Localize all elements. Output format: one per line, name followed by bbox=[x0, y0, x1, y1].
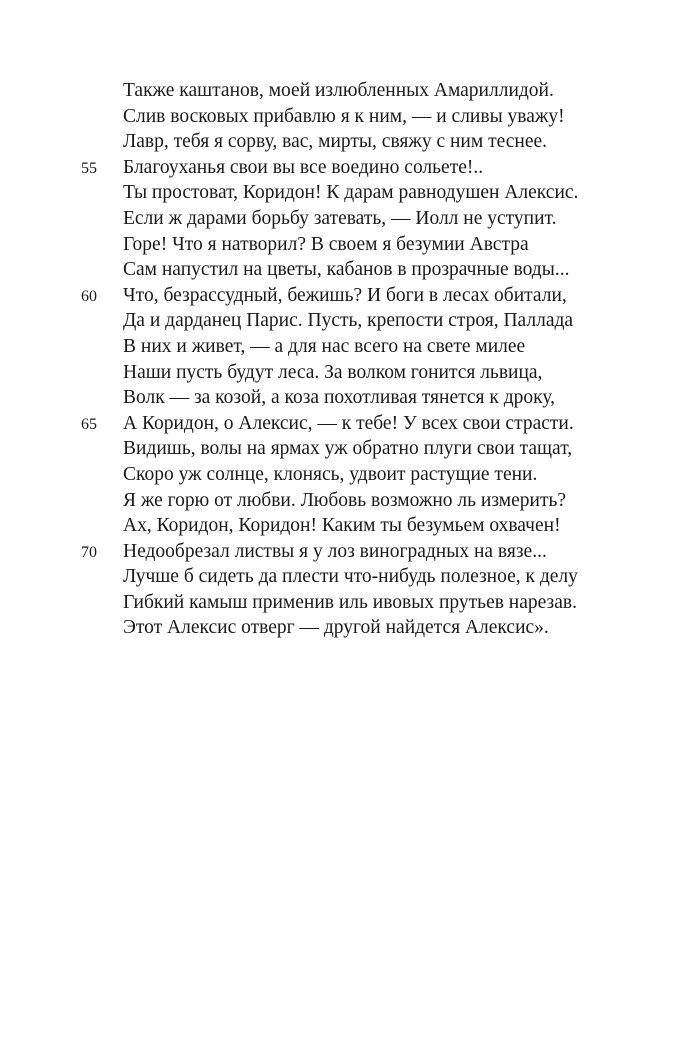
verse-text: Благоуханья свои вы все воедино сольете!.. bbox=[123, 156, 484, 178]
verse-text: Сам напустил на цветы, кабанов в прозрачные воды... bbox=[123, 259, 570, 281]
verse-text: Наши пусть будут леса. За волком гонится львица, bbox=[123, 361, 543, 383]
verse-text: А Коридон, о Алексис, — к тебе! У всех свои страсти. bbox=[123, 412, 574, 434]
poem-line bbox=[0, 462, 679, 488]
verse-text: В них и живет, — а для нас всего на свете милее bbox=[123, 335, 526, 357]
verse-text: Да и дарданец Парис. Пусть, крепости строя, Паллада bbox=[123, 310, 574, 332]
verse-text: Скоро уж солнце, клонясь, удвоит растущие тени. bbox=[123, 463, 538, 485]
poem-line bbox=[0, 104, 679, 130]
verse-text: Ах, Коридон, Коридон! Каким ты безумьем охвачен! bbox=[123, 515, 561, 537]
verse-text: Недообрезал листвы я у лоз виноградных на вязе... bbox=[123, 540, 547, 562]
poem-line bbox=[0, 283, 679, 309]
verse-text: Ты простоват, Коридон! К дарам равнодушен Алексис. bbox=[123, 182, 579, 204]
verse-text: Видишь, волы на ярмах уж обратно плуги свои тащат, bbox=[123, 438, 573, 460]
verse-text: Если ж дарами борьбу затевать, — Иолл не уступит. bbox=[123, 207, 557, 229]
poem-line bbox=[0, 615, 679, 641]
poem-line bbox=[0, 180, 679, 206]
poem-line bbox=[0, 488, 679, 514]
verse-text: Лавр, тебя я сорву, вас, мирты, свяжу с ним теснее. bbox=[123, 131, 548, 153]
line-number: 55 bbox=[81, 159, 97, 177]
poem-line bbox=[0, 411, 679, 437]
verse-text: Горе! Что я натворил? В своем я безумии Австра bbox=[123, 233, 529, 255]
poem-line bbox=[0, 78, 679, 104]
verse-text: Гибкий камыш применив иль ивовых прутьев нарезав. bbox=[123, 591, 577, 613]
verse-text: Лучше б сидеть да плести что-нибудь полезное, к делу bbox=[123, 566, 578, 588]
poem-line bbox=[0, 129, 679, 155]
poem-line bbox=[0, 385, 679, 411]
line-number: 65 bbox=[81, 415, 97, 433]
verse-text: Слив восковых прибавлю я к ним, — и сливы уважу! bbox=[123, 105, 565, 127]
poem-line bbox=[0, 513, 679, 539]
verse-text: Я же горю от любви. Любовь возможно ль измерить? bbox=[123, 489, 567, 511]
poem-line bbox=[0, 334, 679, 360]
poem-line bbox=[0, 539, 679, 565]
poem-line bbox=[0, 308, 679, 334]
verse-text: Этот Алексис отверг — другой найдется Алексис». bbox=[123, 617, 549, 639]
poem-line bbox=[0, 257, 679, 283]
line-number: 70 bbox=[81, 543, 97, 561]
poem-line bbox=[0, 232, 679, 258]
line-number: 60 bbox=[81, 287, 97, 305]
verse-text: Волк — за козой, а коза похотливая тянется к дроку, bbox=[123, 387, 556, 409]
verse-text: Что, безрассудный, бежишь? И боги в лесах обитали, bbox=[123, 284, 567, 306]
poem-line bbox=[0, 155, 679, 181]
poem-text bbox=[0, 78, 679, 641]
poem-line bbox=[0, 590, 679, 616]
poem-line bbox=[0, 436, 679, 462]
verse-text: Также каштанов, моей излюбленных Амариллидой. bbox=[123, 80, 554, 101]
poem-line bbox=[0, 564, 679, 590]
poem-line bbox=[0, 206, 679, 232]
poem-line bbox=[0, 360, 679, 386]
